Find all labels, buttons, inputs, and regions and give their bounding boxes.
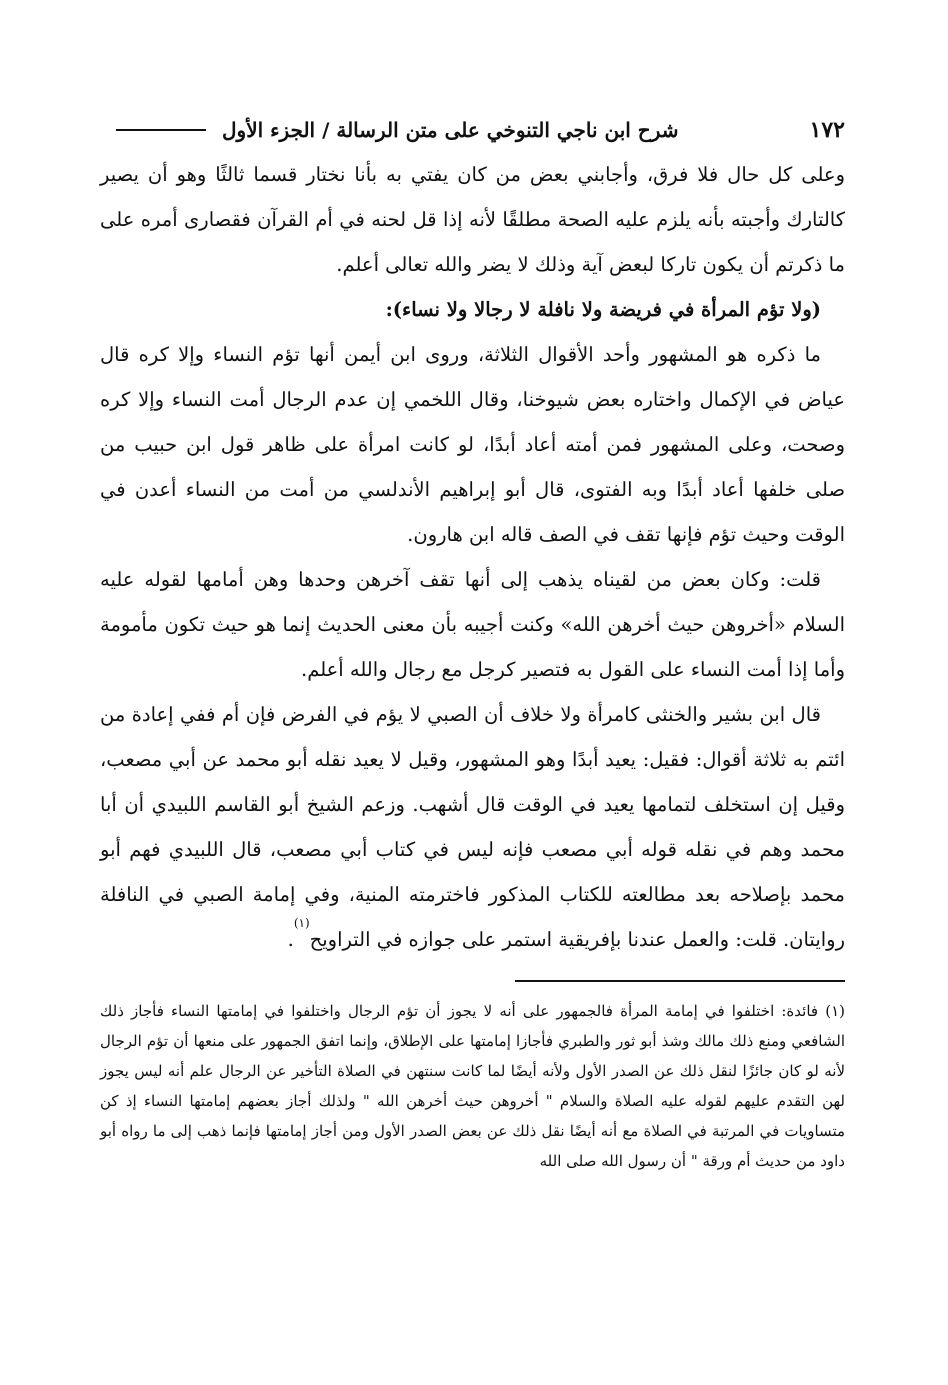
footnote: (١) فائدة: اختلفوا في إمامة المرأة فالجمهور على أنه لا يجوز أن تؤم الرجال واختلفوا في إمامتها النساء فأجاز ذلك الشافعي ومنع ذلك مالك وشذ أبو ثور والطبري فأجازا إمامتها على الإطلاق، وإنما اتفق الجمهور على منعها أن تؤم الرجال لأنه لو كان جائزًا لنقل ذلك عن الصدر الأول ولأنه أيضًا لما كانت سنتهن في الصلاة التأخير عن الرجال علم أنه ليس يجوز لهن التقدم عليهم لقوله عليه الصلاة والسلام " أخروهن حيث أخرهن الله " ولذلك أجاز بعضهم إمامتها النساء إذ كن متساويات في المرتبة في الصلاة مع أنه أيضًا نقل ذلك عن بعض الصدر الأول ومن أجاز إمامتها فإنما ذهب إلى ما رواه أبو داود من حديث أم ورقة " أن رسول الله صلى الله bbox=[100, 1002, 845, 1170]
book-title: شرح ابن ناجي التنوخي على متن الرسالة / الجزء الأول bbox=[222, 118, 679, 142]
page-number: ١٧٢ bbox=[809, 117, 845, 143]
footnote-divider bbox=[515, 980, 845, 982]
footnote-ref: (١) bbox=[293, 916, 310, 930]
paragraph: قال ابن بشير والخنثى كامرأة ولا خلاف أن الصبي لا يؤم في الفرض فإن أم ففي إعادة من ائتم به ثلاثة أقوال: فقيل: يعيد أبدًا وهو المشهور، وقيل لا يعيد نقله أبو محمد عن أبي مصعب، وقيل إن استخلف لتمامها يعيد في الوقت قال أشهب. وزعم الشيخ أبو القاسم اللبيدي أن أبا محمد وهم في نقله قوله أبي مصعب فإنه ليس في كتاب أبي مصعب، قال اللبيدي فهم أبو محمد بإصلاحه بعد مطالعته للكتاب المذكور فاخترمته المنية، وفي إمامة الصبي في النافلة روايتان. قلت: والعمل عندنا بإفريقية استمر على جوازه في التراويح$^{(١)}$. bbox=[100, 703, 845, 951]
paragraph: ما ذكره هو المشهور وأحد الأقوال الثلاثة، وروى ابن أيمن أنها تؤم النساء وإلا كره قال عياض في الإكمال واختاره بعض شيوخنا، وقال اللخمي إن عدم الرجال أمت النساء وإلا كره وصحت، وعلى المشهور فمن أمته أعاد أبدًا، لو كانت امرأة على ظاهر قول ابن حبيب من صلى خلفها أعاد أبدًا وبه الفتوى، قال أبو إبراهيم الأندلسي من أمت من النساء أعدن في الوقت وحيث تؤم فإنها تقف في الصف قاله ابن هارون. bbox=[100, 343, 845, 546]
matn-heading: (ولا تؤم المرأة في فريضة ولا نافلة لا رجالا ولا نساء): bbox=[385, 298, 821, 321]
paragraph-text: قال ابن بشير والخنثى كامرأة ولا خلاف أن الصبي لا يؤم في الفرض فإن أم ففي إعادة من ائتم به ثلاثة أقوال: فقيل: يعيد أبدًا وهو المشهور، وقيل لا يعيد نقله أبو محمد عن أبي مصعب، وقيل إن استخلف لتمامها يعيد في الوقت قال أشهب. وزعم الشيخ أبو القاسم اللبيدي أن أبا محمد وهم في نقله قوله أبي مصعب فإنه ليس في كتاب أبي مصعب، قال اللبيدي فهم أبو محمد بإصلاحه بعد مطالعته للكتاب المذكور فاخترمته المنية، وفي إمامة الصبي في النافلة روايتان. قلت: والعمل عندنا بإفريقية استمر على جوازه في التراويح bbox=[100, 703, 845, 951]
main-text bbox=[100, 152, 845, 962]
header-title-group bbox=[100, 118, 679, 142]
footnotes bbox=[100, 996, 845, 1176]
paragraph: قلت: وكان بعض من لقيناه يذهب إلى أنها تقف آخرهن وحدها وهن أمامها لقوله عليه السلام «أخروهن حيث أخرهن الله» وكنت أجيبه بأن معنى الحديث إنما هو حيث تكون مأمومة وأما إذا أمت النساء على القول به فتصير كرجل مع رجال والله أعلم. bbox=[100, 568, 845, 681]
book-page bbox=[100, 108, 845, 1176]
running-header bbox=[100, 108, 845, 152]
header-rule bbox=[116, 129, 206, 131]
paragraph: وعلى كل حال فلا فرق، وأجابني بعض من كان يفتي به بأنا نختار قسما ثالثًا وهو أن يصير كالتارك وأجبته بأنه يلزم عليه الصحة مطلقًا لأنه إذا قل لحنه في أم القرآن فقصارى أمره على ما ذكرتم أن يكون تاركا لبعض آية وذلك لا يضر والله تعالى أعلم. bbox=[100, 163, 845, 276]
